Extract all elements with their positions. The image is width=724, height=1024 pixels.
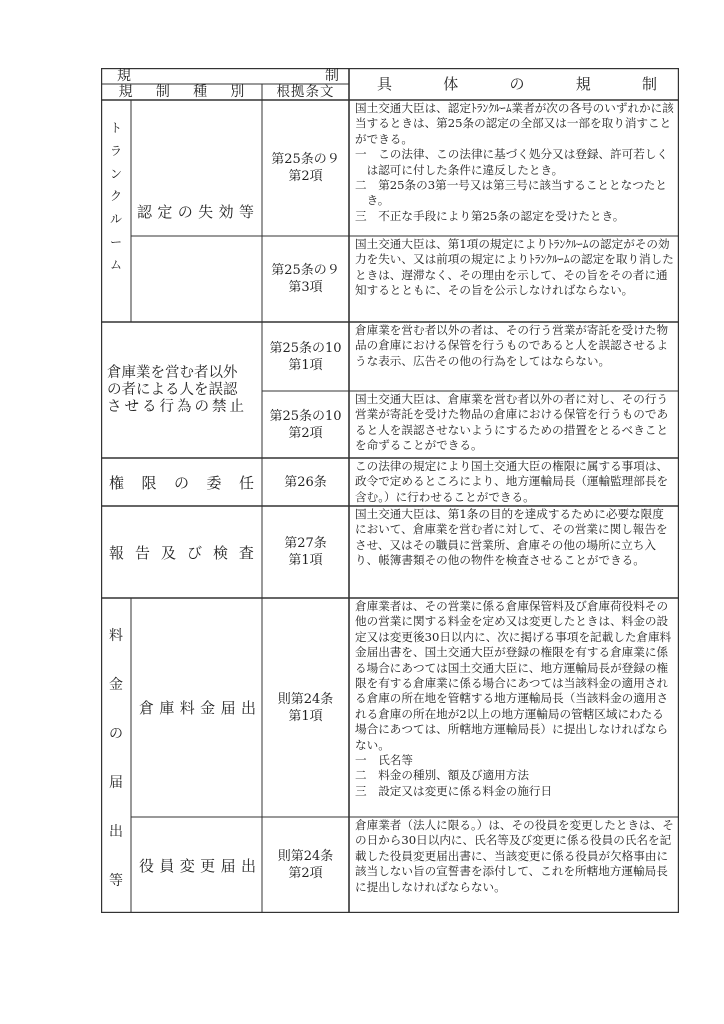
fees-label-char: 料 bbox=[109, 627, 123, 644]
category-char: 認 bbox=[137, 202, 153, 221]
content-item: 二 第25条の3第一号又は第三号に該当することとなつたとき。 bbox=[355, 178, 667, 208]
header-type-char: 規 bbox=[118, 84, 133, 100]
category-misleading-prohibition bbox=[101, 322, 262, 458]
content-25-9-2 bbox=[349, 100, 679, 236]
basis-paragraph: 第1項 bbox=[288, 553, 323, 568]
basis-article: 則第24条 bbox=[277, 691, 334, 707]
basis-25-10-1 bbox=[262, 322, 349, 391]
basis-article: 第25条の９ bbox=[271, 152, 340, 167]
basis-article: 第27条 bbox=[284, 536, 327, 551]
content-text: この法律の規定により国土交通大臣の権限に属する事項は、政令で定めるところにより、地方運輸局長（運輸監理部長を含む。）に行わせることができる。 bbox=[355, 459, 669, 504]
category-char: 権 bbox=[109, 473, 125, 492]
category-char: 等 bbox=[238, 202, 254, 221]
content-text: 国土交通大臣は、第1条の目的を達成するために必要な限度において、倉庫業を営む者に対して、その営業に関し報告をさせ、又はその職員に営業所、倉庫その他の場所に立ち入り、帳簿書類その他の物件を検査させることができる。 bbox=[355, 507, 668, 568]
basis-article: 第25条の９ bbox=[271, 263, 340, 278]
regulation-table bbox=[101, 68, 679, 913]
category-char: 員 bbox=[159, 856, 175, 875]
trunk-room-char: ル bbox=[109, 212, 122, 227]
content-text: 国土交通大臣は、認定ﾄﾗﾝｸﾙｰﾑ業者が次の各号のいずれかに該当するときは、第25条の認定の全部又は一部を取り消すことができる。 bbox=[355, 101, 674, 146]
category-char: 及 bbox=[160, 543, 176, 562]
category-line: 倉庫業を営む者以外 bbox=[107, 364, 238, 381]
category-char: 報 bbox=[109, 543, 125, 562]
content-text: 倉庫業者（法人に限る。）は、その役員を変更したときは、その日から30日以内に、氏名等及び変更に係る役員の氏名を記載した役員変更届出書に、当該変更に係る役員が欠格事由に該当しない旨の宣誓書を添付して、これを所轄地方運輸局長に提出しなければならない。 bbox=[355, 818, 674, 894]
category-certification-expiry bbox=[131, 100, 262, 322]
category-char: 庫 bbox=[159, 699, 175, 717]
category-char: 効 bbox=[218, 202, 234, 221]
category-char: の bbox=[177, 202, 193, 221]
category-char: 告 bbox=[134, 543, 150, 562]
category-line: させる行為の禁止 bbox=[107, 398, 247, 415]
content-26 bbox=[349, 458, 679, 506]
category-char: 更 bbox=[200, 856, 216, 875]
content-27-1 bbox=[349, 506, 679, 598]
basis-rule-24-2 bbox=[262, 817, 349, 913]
basis-article: 第25条の10 bbox=[269, 408, 342, 424]
category-delegation bbox=[101, 458, 262, 506]
header-type bbox=[101, 84, 262, 100]
basis-paragraph: 第2項 bbox=[288, 169, 323, 184]
category-char: 定 bbox=[157, 202, 173, 221]
basis-article: 第26条 bbox=[284, 474, 327, 490]
fees-label-char: の bbox=[109, 725, 123, 742]
header-regulation-first: 規 bbox=[117, 68, 131, 84]
content-item: 三 不正な手段により第25条の認定を受けたとき。 bbox=[355, 208, 625, 223]
header-regulation-last: 制 bbox=[325, 68, 339, 84]
trunk-room-label bbox=[101, 116, 131, 276]
header-content-char: の bbox=[509, 75, 525, 93]
content-25-10-1 bbox=[349, 322, 679, 391]
category-char: 変 bbox=[179, 856, 195, 875]
basis-paragraph: 第1項 bbox=[288, 357, 323, 373]
category-officer-change-notification bbox=[131, 817, 262, 913]
category-report-inspection bbox=[101, 506, 262, 598]
content-item: 一 この法律、この法律に基づく処分又は登録、許可若しくは認可に付した条件に違反したとき。 bbox=[355, 147, 669, 177]
category-char: び bbox=[186, 543, 202, 562]
category-char: 役 bbox=[139, 856, 155, 875]
fees-label-char: 出 bbox=[109, 824, 123, 841]
basis-27-1 bbox=[262, 506, 349, 598]
category-char: 任 bbox=[238, 473, 254, 492]
fees-label-char: 金 bbox=[109, 676, 123, 693]
content-item: 二 料金の種別、額及び適用方法 bbox=[355, 768, 529, 783]
header-content bbox=[349, 68, 679, 100]
header-type-char: 別 bbox=[230, 84, 245, 100]
category-char: 金 bbox=[200, 699, 216, 717]
fees-label bbox=[101, 610, 131, 905]
trunk-room-char: ン bbox=[109, 166, 122, 181]
category-char: 料 bbox=[179, 699, 195, 717]
header-content-char: 具 bbox=[377, 75, 393, 93]
trunk-room-char: ト bbox=[109, 120, 122, 135]
content-text: 国土交通大臣は、第1項の規定によりﾄﾗﾝｸﾙｰﾑの認定がその効力を失い、又は前項の規定によりﾄﾗﾝｸﾙｰﾑの認定を取り消したときは、遅滞なく、その理由を示して、その旨をその者に通知するとともに、その旨を公示しなければならない。 bbox=[355, 237, 674, 298]
category-char: 届 bbox=[220, 856, 236, 875]
content-25-9-3 bbox=[349, 236, 679, 322]
basis-25-9-2 bbox=[262, 100, 349, 236]
category-char: 出 bbox=[240, 699, 256, 717]
fees-label-char: 届 bbox=[109, 775, 123, 792]
header-content-char: 規 bbox=[575, 75, 591, 93]
category-char: 委 bbox=[206, 473, 222, 492]
basis-paragraph: 第2項 bbox=[288, 866, 323, 881]
header-basis: 根拠条文 bbox=[276, 84, 335, 100]
basis-paragraph: 第1項 bbox=[288, 708, 323, 724]
basis-paragraph: 第2項 bbox=[288, 425, 323, 441]
basis-rule-24-1 bbox=[262, 598, 349, 817]
content-text: 倉庫業者は、その営業に係る倉庫保管料及び倉庫荷役料その他の営業に関する料金を定め又は変更したときは、料金の設定又は変更後30日以内に、次に掲げる事項を記載した倉庫料金届出書を、国土交通大臣が登録の権限を有する倉庫業に係る場合にあつては国土交通大臣に、地方運輸局長が登録の権限を有する倉庫業に係る場合にあつては当該料金の適用される倉庫の所在地を管轄する地方運輸局長（当該料金の適用される倉庫の所在地が2以上の地方運輸局の管轄区域にわたる場合にあつては、所轄地方運輸局長）に提出しなければならない。 bbox=[355, 599, 672, 752]
basis-article: 第25条の10 bbox=[269, 340, 342, 356]
content-text: 国土交通大臣は、倉庫業を営む者以外の者に対し、その行う営業が寄託を受けた物品の倉庫における保管を行うものであると人を誤認させないようにするための措置をとるべきことを命ずることができる。 bbox=[355, 392, 669, 453]
basis-25-10-2 bbox=[262, 391, 349, 458]
fees-label-char: 等 bbox=[109, 873, 123, 890]
category-char: 限 bbox=[141, 473, 157, 492]
category-char: の bbox=[173, 473, 189, 492]
content-text: 倉庫業を営む者以外の者は、その行う営業が寄託を受けた物品の倉庫における保管を行うものであると人を誤認させるような表示、広告その他の行為をしてはならない。 bbox=[355, 323, 669, 368]
content-item: 一 氏名等 bbox=[355, 753, 413, 768]
category-char: 倉 bbox=[139, 699, 155, 717]
basis-26 bbox=[262, 458, 349, 506]
category-char: 届 bbox=[220, 699, 236, 717]
header-type-char: 種 bbox=[193, 84, 208, 100]
category-char: 査 bbox=[238, 543, 254, 562]
content-rule-24-1 bbox=[349, 598, 679, 817]
header-content-char: 制 bbox=[641, 75, 657, 93]
trunk-room-char: ク bbox=[109, 189, 122, 204]
trunk-room-char: ー bbox=[109, 235, 122, 250]
header-content-char: 体 bbox=[443, 75, 459, 93]
category-char: 失 bbox=[198, 202, 214, 221]
content-item: 三 設定又は変更に係る料金の施行日 bbox=[355, 783, 553, 798]
category-char: 出 bbox=[240, 856, 256, 875]
header-regulation bbox=[101, 68, 349, 84]
trunk-room-char: ム bbox=[109, 257, 122, 272]
header-type-char: 制 bbox=[155, 84, 170, 100]
basis-paragraph: 第3項 bbox=[288, 280, 323, 295]
content-rule-24-2 bbox=[349, 817, 679, 913]
basis-article: 則第24条 bbox=[277, 849, 334, 864]
content-25-10-2 bbox=[349, 391, 679, 458]
category-line: の者による人を誤認 bbox=[107, 381, 238, 398]
category-char: 検 bbox=[212, 543, 228, 562]
trunk-room-char: ラ bbox=[109, 143, 122, 158]
basis-25-9-3 bbox=[262, 236, 349, 322]
category-fee-notification bbox=[131, 598, 262, 817]
